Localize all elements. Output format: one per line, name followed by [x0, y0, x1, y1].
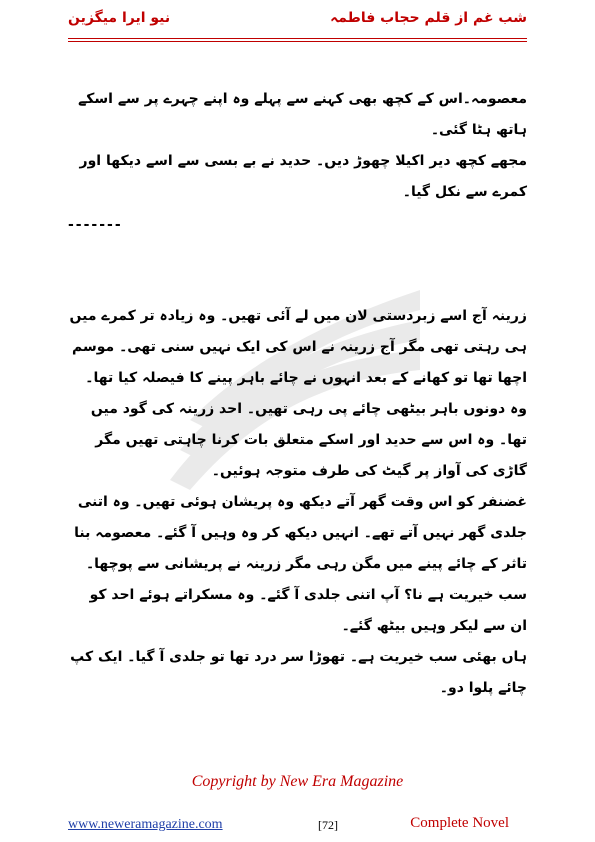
story-title: شب غم از قلم حجاب فاطمہ — [330, 10, 527, 26]
paragraph: سب خیریت ہے نا؟ آپ اتنی جلدی آ گئے۔ وہ مسکراتے ہوئے احد کو ان سے لیکر وہیں بیٹھ گئے۔ — [89, 587, 527, 634]
section-separator: ------- — [68, 217, 123, 233]
website-link[interactable]: www.neweramagazine.com — [68, 817, 223, 832]
paragraph: غضنفر کو اس وقت گھر آتے دیکھ وہ پریشان ہوئی تھیں۔ وہ اتنی جلدی گھر نہیں آتے تھے۔ انہیں دیکھ کر وہ وہیں آ گئے۔ معصومہ بنا تاثر کے چائے پینے میں مگن رہی مگر زرینہ نے پریشانی سے پوچھا۔ — [74, 494, 527, 572]
paragraph: زرینہ آج اسے زبردستی لان میں لے آئی تھیں۔ وہ زیادہ تر کمرے میں ہی رہتی تھی مگر آج زرینہ نے اس کی ایک نہیں سنی تھی۔ موسم اچھا تھا تو کھانے کے بعد انہوں نے چائے باہر پینے کا فیصلہ کیا تھا۔ — [69, 308, 527, 386]
novel-type-label: Complete Novel — [410, 815, 509, 831]
copyright-notice: Copyright by New Era Magazine — [191, 773, 404, 790]
paragraph: ہاں بھئی سب خیریت ہے۔ تھوڑا سر درد تھا تو جلدی آ گیا۔ ایک کپ چائے پلوا دو۔ — [70, 649, 527, 696]
magazine-name: نیو ایرا میگزین — [68, 10, 171, 26]
page-number: [72] — [318, 818, 338, 832]
paragraph: مجھے کچھ دیر اکیلا چھوڑ دیں۔ حدید نے بے بسی سے اسے دیکھا اور کمرے سے نکل گیا۔ — [79, 153, 527, 200]
paragraph: معصومہ۔اس کے کچھ بھی کہنے سے پہلے وہ اپنے چہرے پر سے اسکے ہاتھ ہٹا گئی۔ — [78, 91, 527, 138]
header-divider-secondary — [68, 41, 527, 42]
paragraph: وہ دونوں باہر بیٹھی چائے پی رہی تھیں۔ احد زرینہ کی گود میں تھا۔ وہ اس سے حدید اور اسکے متعلق بات کرنا چاہتی تھیں مگر گاڑی کی آواز پر گیٹ کی طرف متوجہ ہوئیں۔ — [90, 401, 527, 479]
article-body — [68, 84, 527, 704]
